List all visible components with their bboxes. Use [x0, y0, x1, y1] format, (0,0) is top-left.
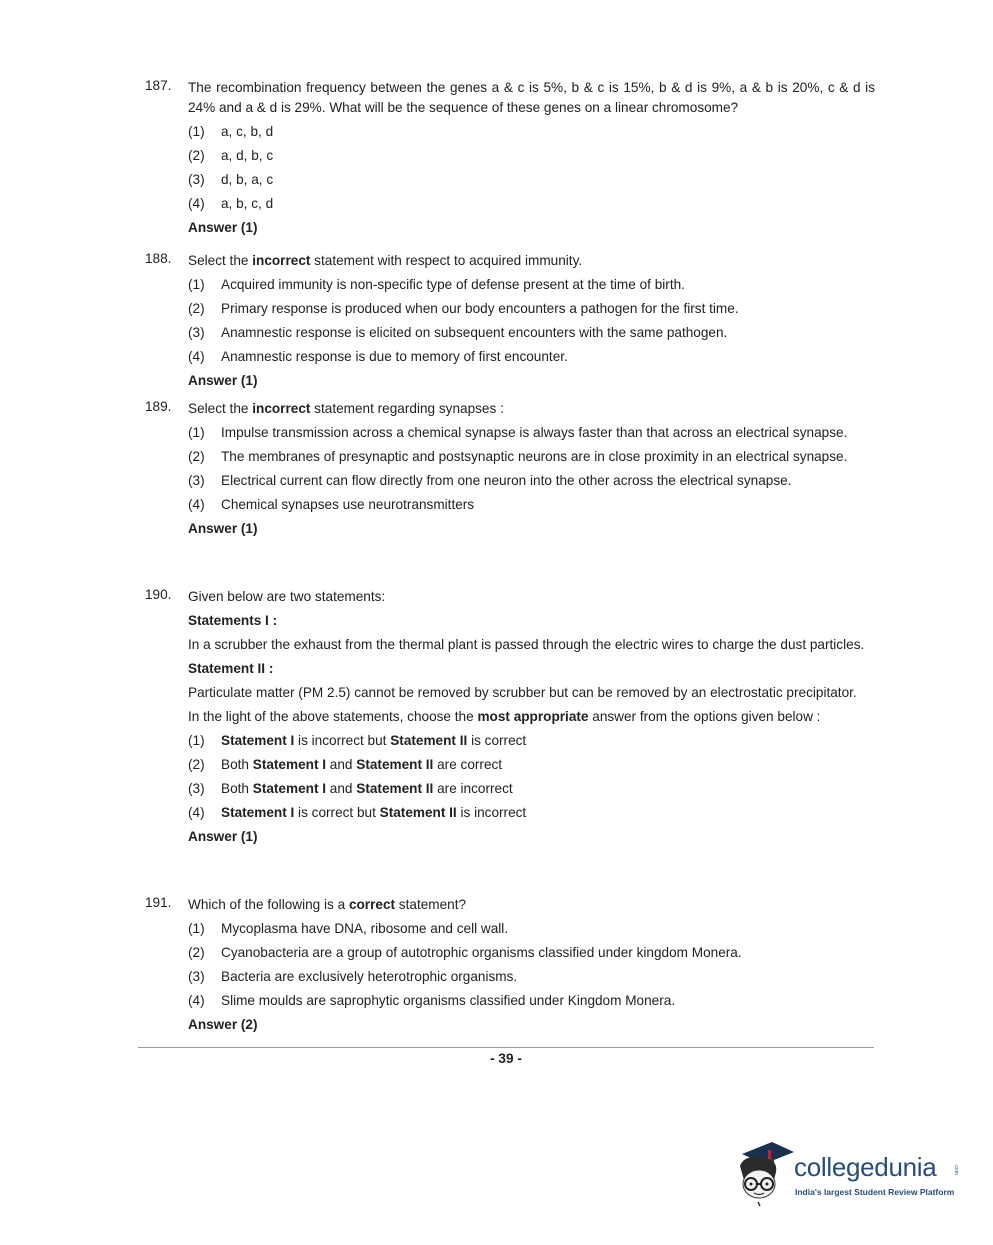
question-text: Select the incorrect statement with respect to acquired immunity. [188, 253, 583, 268]
answer: Answer (1) [188, 521, 258, 536]
option: (4) Anamnestic response is due to memory of first encounter. [188, 349, 568, 364]
question-number: 187. [145, 78, 172, 93]
option: (3) Both Statement I and Statement II are incorrect [188, 781, 513, 796]
brand-suffix: .com [953, 1164, 959, 1175]
option: (4) a, b, c, d [188, 196, 274, 211]
option: (1) Acquired immunity is non-specific type of defense present at the time of birth. [188, 277, 685, 292]
question-189 [145, 399, 875, 539]
answer: Answer (2) [188, 1017, 258, 1032]
option: (1) a, c, b, d [188, 124, 274, 139]
question-190 [145, 587, 875, 847]
statement-1-label: Statements I : [188, 613, 278, 628]
option: (2) Primary response is produced when our body encounters a pathogen for the first time. [188, 301, 739, 316]
option: (1) Impulse transmission across a chemical synapse is always faster than that across an electrical synapse. [188, 425, 848, 440]
answer: Answer (1) [188, 373, 258, 388]
option: (4) Statement I is correct but Statement II is incorrect [188, 805, 527, 820]
question-191 [145, 895, 875, 1035]
option: (2) Cyanobacteria are a group of autotrophic organisms classified under kingdom Monera. [188, 945, 742, 960]
question-number: 190. [145, 587, 172, 602]
option: (1) Mycoplasma have DNA, ribosome and cell wall. [188, 921, 509, 936]
answer: Answer (1) [188, 220, 258, 235]
option: (3) Bacteria are exclusively heterotrophic organisms. [188, 969, 518, 984]
option: (3) d, b, a, c [188, 172, 274, 187]
statement-2-text: Particulate matter (PM 2.5) cannot be removed by scrubber but can be removed by an electrostatic precipitator. [188, 685, 857, 700]
question-text: Given below are two statements: [188, 589, 386, 604]
option: (2) a, d, b, c [188, 148, 274, 163]
option: (2) The membranes of presynaptic and postsynaptic neurons are in close proximity in an electrical synapse. [188, 449, 848, 464]
statement-1-text: In a scrubber the exhaust from the thermal plant is passed through the electric wires to charge the dust particles. [188, 637, 865, 652]
collegedunia-logo [734, 1136, 964, 1216]
option: (4) Slime moulds are saprophytic organisms classified under Kingdom Monera. [188, 993, 676, 1008]
question-number: 188. [145, 251, 172, 266]
instruction: In the light of the above statements, choose the most appropriate answer from the options given below : [188, 709, 821, 724]
option: (3) Anamnestic response is elicited on subsequent encounters with the same pathogen. [188, 325, 728, 340]
question-text: Select the incorrect statement regarding synapses : [188, 401, 504, 416]
statement-2-label: Statement II : [188, 661, 274, 676]
question-188 [145, 251, 875, 391]
footer-divider [138, 1047, 874, 1048]
page-number: - 39 - [490, 1051, 522, 1066]
question-187 [145, 78, 875, 238]
question-text: Which of the following is a correct statement? [188, 897, 467, 912]
mascot-icon [734, 1136, 796, 1216]
option: (3) Electrical current can flow directly from one neuron into the other across the electrical synapse. [188, 473, 792, 488]
brand-name: collegedunia [794, 1152, 937, 1182]
question-text: The recombination frequency between the genes a & c is 5%, b & c is 15%, b & d is 9%, a & b is 20%, c & d is 24% and a & d is 29%. What will be the sequence of these genes on a linear chromosome? [188, 80, 875, 115]
option: (4) Chemical synapses use neurotransmitters [188, 497, 475, 512]
brand-tagline: India's largest Student Review Platform [795, 1187, 955, 1197]
option: (1) Statement I is incorrect but Statement II is correct [188, 733, 527, 748]
question-number: 189. [145, 399, 172, 414]
question-number: 191. [145, 895, 172, 910]
option: (2) Both Statement I and Statement II are correct [188, 757, 503, 772]
answer: Answer (1) [188, 829, 258, 844]
